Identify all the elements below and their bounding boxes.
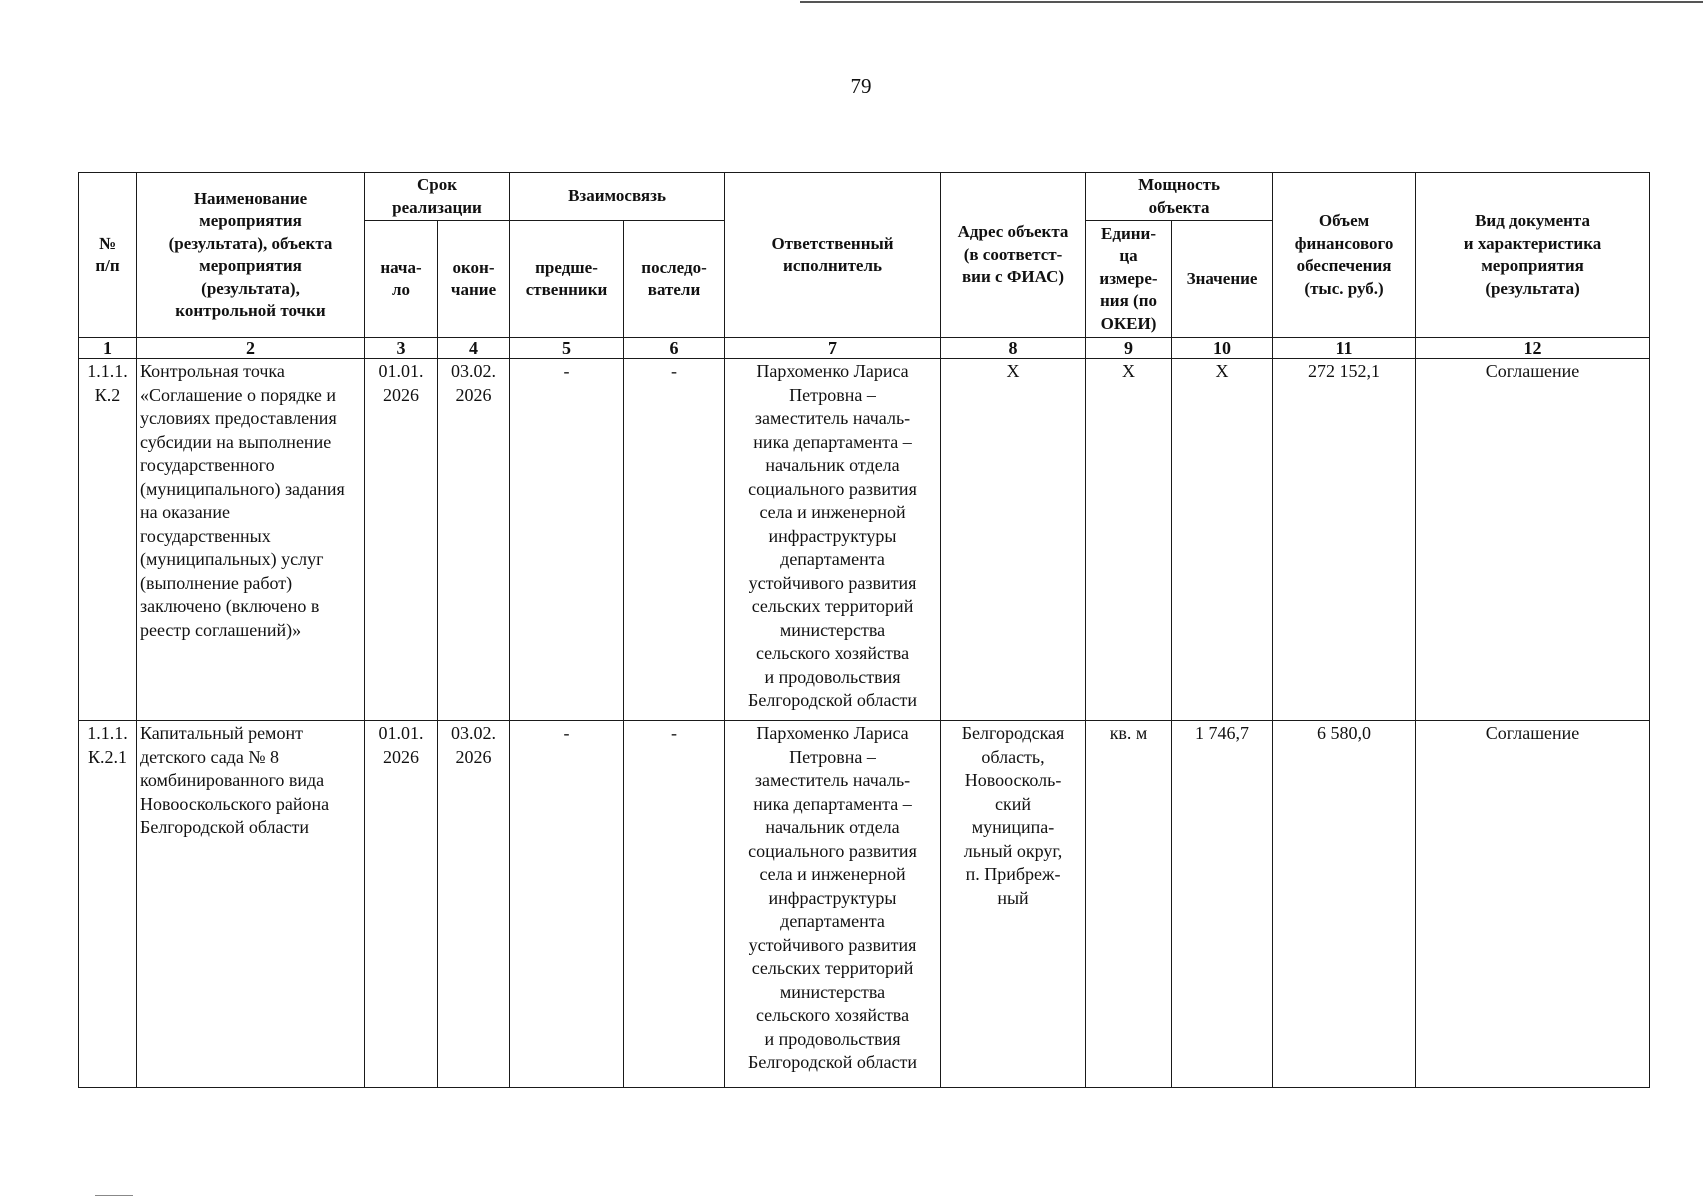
- row-address: X: [941, 359, 1086, 721]
- row-value: 1 746,7: [1172, 721, 1273, 1088]
- row-doc: Соглашение: [1416, 721, 1650, 1088]
- row-name: Контрольная точка «Соглашение о порядке и условиях предоставления субсидии на выполнение государственного (муниципального) задания на оказание государственных (муниципальных) услуг (выполнение работ) заключено (включено в реестр соглашений)»: [137, 359, 365, 721]
- row-name: Капитальный ремонт детского сада № 8 комбинированного вида Новооскольского района Белгородской области: [137, 721, 365, 1088]
- column-number: 9: [1086, 338, 1172, 359]
- header-num: № п/п: [79, 173, 137, 338]
- column-number: 8: [941, 338, 1086, 359]
- header-address: Адрес объекта (в соответст- вии с ФИАС): [941, 173, 1086, 338]
- header-link: Взаимосвязь: [510, 173, 725, 221]
- row-end: 03.02. 2026: [438, 359, 510, 721]
- row-unit: X: [1086, 359, 1172, 721]
- row-unit: кв. м: [1086, 721, 1172, 1088]
- table-row: [79, 721, 1650, 1088]
- header-term-start: нача- ло: [365, 221, 438, 338]
- row-executor: Пархоменко Лариса Петровна – заместитель началь- ника департамента – начальник отдела социального развития села и инженерной инфраструктуры департамента устойчивого развития сельских территорий министерства сельского хозяйства и продовольствия Белгородской области: [725, 721, 941, 1088]
- column-number: 4: [438, 338, 510, 359]
- row-num: 1.1.1. К.2: [79, 359, 137, 721]
- row-executor: Пархоменко Лариса Петровна – заместитель началь- ника департамента – начальник отдела социального развития села и инженерной инфраструктуры департамента устойчивого развития сельских территорий министерства сельского хозяйства и продовольствия Белгородской области: [725, 359, 941, 721]
- header-term: Срок реализации: [365, 173, 510, 221]
- column-number: 11: [1273, 338, 1416, 359]
- header-capacity-unit: Едини- ца измере- ния (по ОКЕИ): [1086, 221, 1172, 338]
- row-next: -: [624, 359, 725, 721]
- header-link-next: последо- ватели: [624, 221, 725, 338]
- column-number: 10: [1172, 338, 1273, 359]
- plan-table: [78, 172, 1650, 1088]
- row-prev: -: [510, 359, 624, 721]
- header-doc: Вид документа и характеристика мероприятия (результата): [1416, 173, 1650, 338]
- row-prev: -: [510, 721, 624, 1088]
- row-finance: 272 152,1: [1273, 359, 1416, 721]
- row-value: X: [1172, 359, 1273, 721]
- header-finance: Объем финансового обеспечения (тыс. руб.): [1273, 173, 1416, 338]
- column-number: 6: [624, 338, 725, 359]
- top-rule: [800, 1, 1703, 3]
- column-number: 2: [137, 338, 365, 359]
- table-row: [79, 359, 1650, 721]
- header-executor: Ответственный исполнитель: [725, 173, 941, 338]
- column-number: 1: [79, 338, 137, 359]
- row-doc: Соглашение: [1416, 359, 1650, 721]
- row-next: -: [624, 721, 725, 1088]
- row-start: 01.01. 2026: [365, 359, 438, 721]
- row-address: Белгородская область, Новоосколь- ский муниципа- льный округ, п. Прибреж- ный: [941, 721, 1086, 1088]
- header-term-end: окон- чание: [438, 221, 510, 338]
- header-capacity-value: Значение: [1172, 221, 1273, 338]
- bottom-rule: [95, 1195, 133, 1196]
- column-number: 12: [1416, 338, 1650, 359]
- column-number: 5: [510, 338, 624, 359]
- row-finance: 6 580,0: [1273, 721, 1416, 1088]
- header-capacity: Мощность объекта: [1086, 173, 1273, 221]
- column-number: 7: [725, 338, 941, 359]
- column-number: 3: [365, 338, 438, 359]
- header-name: Наименование мероприятия (результата), объекта мероприятия (результата), контрольной точки: [137, 173, 365, 338]
- row-start: 01.01. 2026: [365, 721, 438, 1088]
- header-link-prev: предше- ственники: [510, 221, 624, 338]
- row-num: 1.1.1. К.2.1: [79, 721, 137, 1088]
- page-number: 79: [850, 74, 872, 98]
- row-end: 03.02. 2026: [438, 721, 510, 1088]
